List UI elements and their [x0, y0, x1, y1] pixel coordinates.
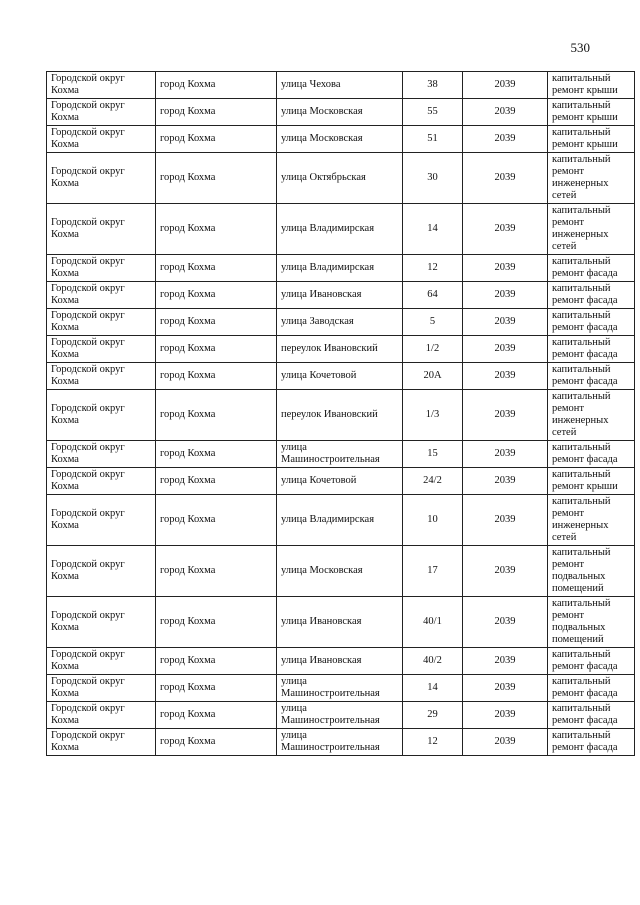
- work-type-cell: капитальный ремонт инженерных сетей: [548, 153, 635, 204]
- work-type-cell: капитальный ремонт инженерных сетей: [548, 204, 635, 255]
- house-number-cell: 12: [403, 729, 463, 756]
- street-cell: улица Московская: [277, 99, 403, 126]
- table-body: [47, 72, 635, 756]
- locality-cell: город Кохма: [156, 153, 277, 204]
- house-number-cell: 12: [403, 255, 463, 282]
- work-type-cell: капитальный ремонт фасада: [548, 729, 635, 756]
- year-cell: 2039: [463, 702, 548, 729]
- house-number-cell: 20А: [403, 363, 463, 390]
- street-cell: улица Кочетовой: [277, 363, 403, 390]
- table-row: [47, 282, 635, 309]
- table-row: [47, 702, 635, 729]
- work-type-cell: капитальный ремонт крыши: [548, 72, 635, 99]
- street-cell: улица Октябрьская: [277, 153, 403, 204]
- work-type-cell: капитальный ремонт инженерных сетей: [548, 495, 635, 546]
- work-type-cell: капитальный ремонт фасада: [548, 255, 635, 282]
- table-row: [47, 597, 635, 648]
- locality-cell: город Кохма: [156, 72, 277, 99]
- repair-schedule-table: [46, 71, 635, 756]
- table-row: [47, 99, 635, 126]
- municipality-cell: Городской округ Кохма: [47, 729, 156, 756]
- year-cell: 2039: [463, 546, 548, 597]
- house-number-cell: 1/2: [403, 336, 463, 363]
- year-cell: 2039: [463, 309, 548, 336]
- table-row: [47, 729, 635, 756]
- work-type-cell: капитальный ремонт фасада: [548, 675, 635, 702]
- table-row: [47, 648, 635, 675]
- street-cell: улица Московская: [277, 126, 403, 153]
- year-cell: 2039: [463, 675, 548, 702]
- locality-cell: город Кохма: [156, 204, 277, 255]
- year-cell: 2039: [463, 495, 548, 546]
- municipality-cell: Городской округ Кохма: [47, 309, 156, 336]
- locality-cell: город Кохма: [156, 546, 277, 597]
- house-number-cell: 14: [403, 204, 463, 255]
- municipality-cell: Городской округ Кохма: [47, 675, 156, 702]
- street-cell: улица Московская: [277, 546, 403, 597]
- street-cell: улица Ивановская: [277, 597, 403, 648]
- house-number-cell: 30: [403, 153, 463, 204]
- work-type-cell: капитальный ремонт подвальных помещений: [548, 597, 635, 648]
- street-cell: улица Владимирская: [277, 255, 403, 282]
- year-cell: 2039: [463, 204, 548, 255]
- work-type-cell: капитальный ремонт крыши: [548, 468, 635, 495]
- year-cell: 2039: [463, 282, 548, 309]
- year-cell: 2039: [463, 363, 548, 390]
- work-type-cell: капитальный ремонт фасада: [548, 309, 635, 336]
- table-row: [47, 255, 635, 282]
- locality-cell: город Кохма: [156, 648, 277, 675]
- year-cell: 2039: [463, 336, 548, 363]
- house-number-cell: 14: [403, 675, 463, 702]
- municipality-cell: Городской округ Кохма: [47, 363, 156, 390]
- house-number-cell: 29: [403, 702, 463, 729]
- municipality-cell: Городской округ Кохма: [47, 441, 156, 468]
- locality-cell: город Кохма: [156, 495, 277, 546]
- municipality-cell: Городской округ Кохма: [47, 153, 156, 204]
- locality-cell: город Кохма: [156, 336, 277, 363]
- year-cell: 2039: [463, 99, 548, 126]
- year-cell: 2039: [463, 126, 548, 153]
- municipality-cell: Городской округ Кохма: [47, 72, 156, 99]
- work-type-cell: капитальный ремонт фасада: [548, 363, 635, 390]
- work-type-cell: капитальный ремонт фасада: [548, 336, 635, 363]
- street-cell: улица Машиностроительная: [277, 702, 403, 729]
- house-number-cell: 40/2: [403, 648, 463, 675]
- locality-cell: город Кохма: [156, 468, 277, 495]
- house-number-cell: 15: [403, 441, 463, 468]
- locality-cell: город Кохма: [156, 309, 277, 336]
- table-row: [47, 204, 635, 255]
- house-number-cell: 38: [403, 72, 463, 99]
- locality-cell: город Кохма: [156, 390, 277, 441]
- house-number-cell: 17: [403, 546, 463, 597]
- locality-cell: город Кохма: [156, 675, 277, 702]
- street-cell: улица Владимирская: [277, 495, 403, 546]
- year-cell: 2039: [463, 255, 548, 282]
- year-cell: 2039: [463, 441, 548, 468]
- work-type-cell: капитальный ремонт крыши: [548, 99, 635, 126]
- table-row: [47, 336, 635, 363]
- street-cell: улица Машиностроительная: [277, 675, 403, 702]
- municipality-cell: Городской округ Кохма: [47, 546, 156, 597]
- work-type-cell: капитальный ремонт фасада: [548, 441, 635, 468]
- year-cell: 2039: [463, 468, 548, 495]
- municipality-cell: Городской округ Кохма: [47, 495, 156, 546]
- table-row: [47, 546, 635, 597]
- municipality-cell: Городской округ Кохма: [47, 648, 156, 675]
- work-type-cell: капитальный ремонт фасада: [548, 702, 635, 729]
- locality-cell: город Кохма: [156, 702, 277, 729]
- house-number-cell: 51: [403, 126, 463, 153]
- work-type-cell: капитальный ремонт фасада: [548, 282, 635, 309]
- year-cell: 2039: [463, 153, 548, 204]
- locality-cell: город Кохма: [156, 441, 277, 468]
- year-cell: 2039: [463, 390, 548, 441]
- table-row: [47, 153, 635, 204]
- year-cell: 2039: [463, 729, 548, 756]
- work-type-cell: капитальный ремонт крыши: [548, 126, 635, 153]
- table-row: [47, 468, 635, 495]
- municipality-cell: Городской округ Кохма: [47, 336, 156, 363]
- municipality-cell: Городской округ Кохма: [47, 126, 156, 153]
- locality-cell: город Кохма: [156, 126, 277, 153]
- municipality-cell: Городской округ Кохма: [47, 597, 156, 648]
- municipality-cell: Городской округ Кохма: [47, 255, 156, 282]
- street-cell: переулок Ивановский: [277, 336, 403, 363]
- page-number: 530: [570, 40, 590, 55]
- street-cell: улица Ивановская: [277, 648, 403, 675]
- locality-cell: город Кохма: [156, 597, 277, 648]
- municipality-cell: Городской округ Кохма: [47, 702, 156, 729]
- year-cell: 2039: [463, 597, 548, 648]
- year-cell: 2039: [463, 72, 548, 99]
- table-row: [47, 441, 635, 468]
- municipality-cell: Городской округ Кохма: [47, 282, 156, 309]
- locality-cell: город Кохма: [156, 729, 277, 756]
- table-row: [47, 126, 635, 153]
- street-cell: улица Заводская: [277, 309, 403, 336]
- table-row: [47, 309, 635, 336]
- locality-cell: город Кохма: [156, 363, 277, 390]
- table-row: [47, 72, 635, 99]
- table-row: [47, 495, 635, 546]
- street-cell: улица Ивановская: [277, 282, 403, 309]
- street-cell: улица Машиностроительная: [277, 729, 403, 756]
- house-number-cell: 10: [403, 495, 463, 546]
- street-cell: улица Машиностроительная: [277, 441, 403, 468]
- work-type-cell: капитальный ремонт инженерных сетей: [548, 390, 635, 441]
- street-cell: улица Владимирская: [277, 204, 403, 255]
- municipality-cell: Городской округ Кохма: [47, 468, 156, 495]
- street-cell: улица Кочетовой: [277, 468, 403, 495]
- house-number-cell: 64: [403, 282, 463, 309]
- locality-cell: город Кохма: [156, 255, 277, 282]
- street-cell: переулок Ивановский: [277, 390, 403, 441]
- house-number-cell: 55: [403, 99, 463, 126]
- house-number-cell: 1/3: [403, 390, 463, 441]
- locality-cell: город Кохма: [156, 99, 277, 126]
- house-number-cell: 40/1: [403, 597, 463, 648]
- work-type-cell: капитальный ремонт подвальных помещений: [548, 546, 635, 597]
- municipality-cell: Городской округ Кохма: [47, 99, 156, 126]
- house-number-cell: 24/2: [403, 468, 463, 495]
- table-row: [47, 675, 635, 702]
- table-row: [47, 390, 635, 441]
- municipality-cell: Городской округ Кохма: [47, 204, 156, 255]
- locality-cell: город Кохма: [156, 282, 277, 309]
- work-type-cell: капитальный ремонт фасада: [548, 648, 635, 675]
- year-cell: 2039: [463, 648, 548, 675]
- house-number-cell: 5: [403, 309, 463, 336]
- table-row: [47, 363, 635, 390]
- municipality-cell: Городской округ Кохма: [47, 390, 156, 441]
- street-cell: улица Чехова: [277, 72, 403, 99]
